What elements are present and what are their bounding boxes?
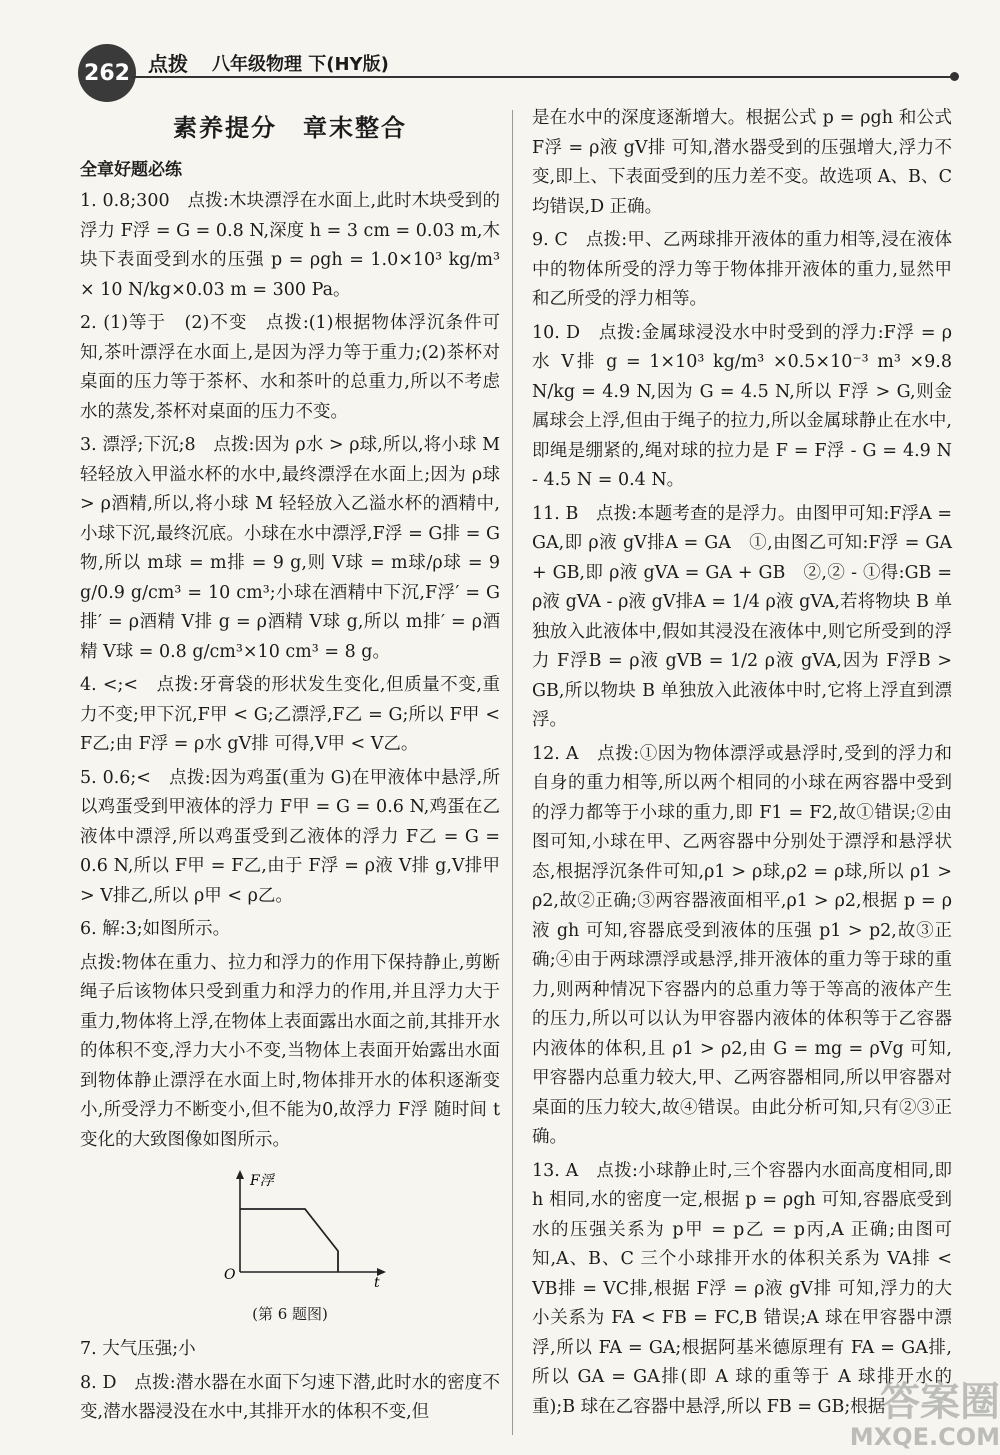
- watermark-text-en: MXQE.COM: [849, 1423, 1000, 1451]
- answer-item: 4. <;< 点拨:牙膏袋的形状发生变化,但质量不变,重力不变;甲下沉,F甲 < G;乙漂浮,F乙 = G;所以 F甲 < F乙;由 F浮 = ρ水 gV排 可得,V甲 < V乙。: [80, 675, 500, 754]
- answer-item: 3. 漂浮;下沉;8 点拨:因为 ρ水 > ρ球,所以,将小球 M 轻轻放入甲溢水杯的水中,最终漂浮在水面上;因为 ρ球 > ρ酒精,所以,将小球 M 轻轻放入乙溢水杯的酒精中,小球下沉,最终沉底。小球在水中漂浮,F浮 = G排 = G物,所以 m球 = m排 = 9 g,则 V球 = m球/ρ球 = 9 g/0.9 g/cm³ = 10 cm³;小球在酒精中下沉,F浮′ = G排′ = ρ酒精 V排 g = ρ酒精 V球 g,所以 m排′ = ρ酒精 V球 = 0.8 g/cm³×10 cm³ = 8 g。: [80, 435, 500, 662]
- figure-caption: (第 6 题图): [252, 1304, 328, 1323]
- left-column: [80, 104, 500, 1432]
- answer-explanation: 点拨:物体在重力、拉力和浮力的作用下保持静止,剪断绳子后该物体只受到重力和浮力的作用,并且浮力大于重力,物体将上浮,在物体上表面露出水面之前,其排开水的体积不变,浮力大小不变,当物体上表面开始露出水面到物体静止漂浮在水面上时,物体排开水的体积逐渐变小,所受浮力不断变小,但不能为0,故浮力 F浮 随时间 t 变化的大致图像如图所示。: [80, 952, 500, 1150]
- book-title: 八年级物理 下(HY版): [212, 54, 389, 75]
- header-dot-icon: [950, 72, 959, 81]
- buoyancy-time-graph: [210, 1167, 390, 1287]
- origin-label: O: [224, 1267, 236, 1283]
- header-rule: [132, 76, 954, 78]
- y-axis-label: F浮: [250, 1173, 274, 1189]
- answer-item: 8. D 点拨:潜水器在水面下匀速下潜,此时水的密度不变,潜水器浸没在水中,其排开水的体积不变,但: [80, 1372, 500, 1422]
- answer-item: 10. D 点拨:金属球浸没水中时受到的浮力:F浮 = ρ水 V排 g = 1×10³ kg/m³ ×0.5×10⁻³ m³ ×9.8 N/kg = 4.9 N,因为 G = 4.5 N,所以 F浮 > G,则金属球会上浮,但由于绳子的拉力,所以金属球静止在水中,即绳是绷紧的,绳对球的拉力是 F = F浮 - G = 4.9 N - 4.5 N = 0.4 N。: [532, 322, 952, 490]
- answer-item: 11. B 点拨:本题考查的是浮力。由图甲可知:F浮A = GA,即 ρ液 gV排A = GA ①,由图乙可知:F浮 = GA + GB,即 ρ液 gVA = GA + GB ②,② - ①得:GB = ρ液 gVA - ρ液 gV排A = 1/4 ρ液 gVA,若将物块 B 单独放入此液体中,假如其浸没在液体中,则它所受到的浮力 F浮B = ρ液 gVB = 1/2 ρ液 gVA,因为 F浮B > GB,所以物块 B 单独放入此液体中时,它将上浮直到漂浮。: [532, 503, 952, 730]
- answer-item: 6. 解:3;如图所示。: [80, 919, 231, 939]
- page-header: [0, 0, 1000, 110]
- answer-item: 13. A 点拨:小球静止时,三个容器内水面高度相同,即 h 相同,水的密度一定,根据 p = ρgh 可知,容器底受到水的压强关系为 p甲 = p乙 = p丙,A 正确;由图可知,A、B、C 三个小球排开水的体积关系为 VA排 < VB排 = VC排,根据 F浮 = ρ液 gV排 可知,浮力的大小关系为 FA < FB = FC,B 错误;A 球在甲容器中漂浮,所以 FA = GA;根据阿基米德原理有 FA = GA排,所以 GA = GA排(即 A 球的重等于 A 球排开水的重);B 球在乙容器中悬浮,所以 FB = GB;根据: [532, 1160, 952, 1417]
- right-column: [532, 104, 952, 1426]
- brand-logo: 点拨: [148, 52, 188, 76]
- answer-continuation: 是在水中的深度逐渐增大。根据公式 p = ρgh 和公式 F浮 = ρ液 gV排 可知,潜水器受到的压强增大,浮力不变,即上、下表面受到的压力差不变。故选项 A、B、C 均错误,D 正确。: [532, 108, 952, 217]
- section-title: 素养提分 章末整合: [173, 114, 407, 142]
- answer-item: 9. C 点拨:甲、乙两球排开液体的重力相等,浸在液体中的物体所受的浮力等于物体排开液体的重力,显然甲和乙所受的浮力相等。: [532, 230, 952, 309]
- answer-item: 2. (1)等于 (2)不变 点拨:(1)根据物体浮沉条件可知,茶叶漂浮在水面上,是因为浮力等于重力;(2)茶杯对桌面的压力等于茶杯、水和茶叶的总重力,所以不考虑水的蒸发,茶杯对桌面的压力不变。: [80, 313, 500, 422]
- page-number-badge: 262: [78, 44, 136, 102]
- answer-item: 5. 0.6;< 点拨:因为鸡蛋(重为 G)在甲液体中悬浮,所以鸡蛋受到甲液体的浮力 F甲 = G = 0.6 N,鸡蛋在乙液体中漂浮,所以鸡蛋受到乙液体的浮力 F乙 = G = 0.6 N,所以 F甲 = F乙,由于 F浮 = ρ液 V排 g,V排甲 > V排乙,所以 ρ甲 < ρ乙。: [80, 767, 500, 906]
- answer-item: 7. 大气压强;小: [80, 1339, 196, 1359]
- watermark-text-cn: 答案圈: [880, 1379, 1000, 1425]
- answer-item: 1. 0.8;300 点拨:木块漂浮在水面上,此时木块受到的浮力 F浮 = G = 0.8 N,深度 h = 3 cm = 0.03 m,木块下表面受到水的压强 p = ρgh = 1.0×10³ kg/m³ × 10 N/kg×0.03 m = 300 Pa。: [80, 191, 500, 300]
- y-axis-arrow-icon: [236, 1170, 244, 1179]
- x-axis-label: t: [374, 1275, 380, 1287]
- subsection-heading: 全章好题必练: [80, 159, 182, 180]
- watermark-logo: [800, 1380, 1000, 1455]
- buoyancy-curve: [240, 1209, 338, 1272]
- column-divider: [512, 110, 513, 1435]
- answer-item: 12. A 点拨:①因为物体漂浮或悬浮时,受到的浮力和自身的重力相等,所以两个相同的小球在两容器中受到的浮力都等于小球的重力,即 F1 = F2,故①错误;②由图可知,小球在甲、乙两容器中分别处于漂浮和悬浮状态,根据浮沉条件可知,ρ1 > ρ球,ρ2 = ρ球,所以 ρ1 > ρ2,故②正确;③两容器液面相平,ρ1 > ρ2,根据 p = ρ液 gh 可知,容器底受到液体的压强 p1 > p2,故③正确;④由于两球漂浮或悬浮,排开液体的重力等于球的重力,则两种情况下容器内的总重力等于等高的液体产生的压力,所以可以认为甲容器内液体的体积等于乙容器内液体的体积,且 ρ1 > ρ2,由 G = mg = ρVg 可知,甲容器内总重力较大,甲、乙两容器相同,所以甲容器对桌面的压力较大,故④错误。由此分析可知,只有②③正确。: [532, 743, 952, 1147]
